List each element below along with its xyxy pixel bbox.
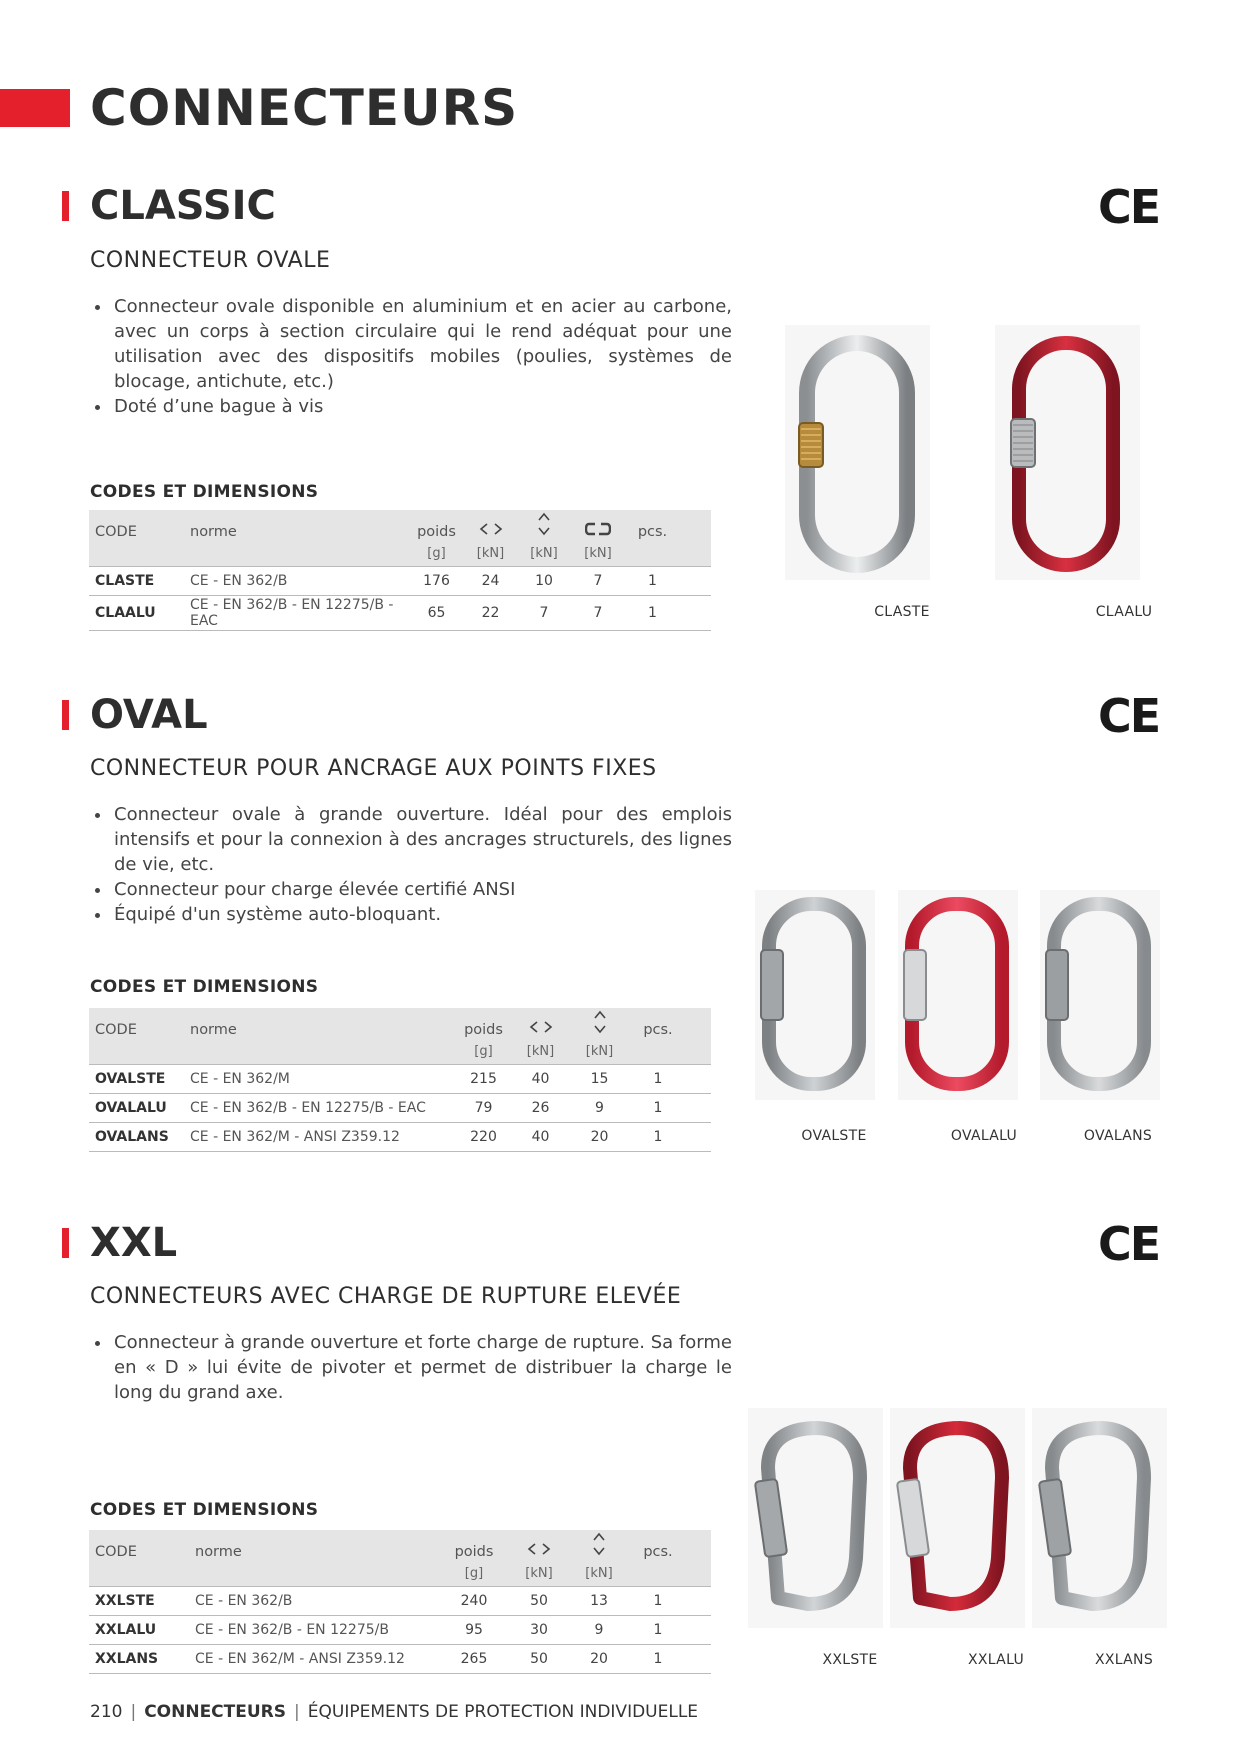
col-header-pcs: pcs.: [643, 1022, 673, 1038]
spec-table-classic: [89, 510, 711, 631]
cell-gate: 30: [509, 1616, 569, 1645]
cell-open: 7: [571, 596, 625, 631]
col-header-poids: poids: [417, 524, 456, 540]
product-label-ovalalu: OVALALU: [950, 1128, 1018, 1144]
col-header-pcs: pcs.: [637, 524, 668, 540]
cell-poids: 220: [456, 1123, 511, 1152]
unit-g: [g]: [409, 540, 464, 567]
cell-norme: CE - EN 362/B - EN 12275/B: [189, 1616, 439, 1645]
unit-kn: [kN]: [571, 540, 625, 567]
unit-g: [g]: [456, 1038, 511, 1065]
product-label-claste: CLASTE: [874, 604, 930, 620]
cell-gate: 50: [509, 1587, 569, 1616]
cell-major: 15: [570, 1065, 629, 1094]
col-header-code: CODE: [95, 524, 137, 540]
cell-major: 9: [570, 1094, 629, 1123]
cell-major: 9: [569, 1616, 629, 1645]
cell-poids: 265: [439, 1645, 509, 1674]
gate-opening-icon: [464, 510, 517, 540]
spec-table-oval: [89, 1008, 711, 1152]
cell-pcs: 1: [625, 596, 680, 631]
feature-item: • Doté d’une bague à vis: [112, 394, 732, 419]
cell-major: 7: [517, 596, 571, 631]
ce-mark-icon: CE: [1098, 689, 1160, 743]
cell-major: 13: [569, 1587, 629, 1616]
cell-gate: 22: [464, 596, 517, 631]
product-label-ovalste: OVALSTE: [801, 1128, 867, 1144]
col-header-norme: norme: [190, 1022, 237, 1038]
col-header-norme: norme: [195, 1544, 242, 1560]
page-title: CONNECTEURS: [90, 79, 519, 137]
table-row: [89, 596, 711, 631]
cell-pcs: 1: [625, 567, 680, 596]
page-footer: [90, 1702, 698, 1722]
feature-list-oval: [90, 802, 732, 927]
major-axis-strength-icon: [517, 510, 571, 540]
feature-item: • Connecteur ovale à grande ouverture. Idéal pour des emplois intensifs et pour la connexion à des ancrages structurels, des lignes de vie, etc.: [112, 802, 732, 877]
product-image-ovalste: [755, 890, 875, 1100]
product-label-xxlste: XXLSTE: [822, 1652, 878, 1668]
cell-gate: 24: [464, 567, 517, 596]
cell-gate: 26: [511, 1094, 570, 1123]
table-row: [89, 1065, 711, 1094]
product-image-claste: [785, 325, 930, 580]
cell-gate: 40: [511, 1123, 570, 1152]
section-subtitle-oval: CONNECTEUR POUR ANCRAGE AUX POINTS FIXES: [90, 756, 657, 781]
unit-kn: [kN]: [569, 1560, 629, 1587]
cell-norme: CE - EN 362/M - ANSI Z359.12: [189, 1645, 439, 1674]
product-image-xxlste: [748, 1408, 883, 1628]
section-subtitle-classic: CONNECTEUR OVALE: [90, 248, 331, 273]
codes-title: CODES ET DIMENSIONS: [90, 1500, 319, 1520]
section-title-oval: OVAL: [90, 692, 208, 738]
cell-pcs: 1: [629, 1094, 687, 1123]
cell-pcs: 1: [629, 1587, 687, 1616]
feature-item: • Équipé d'un système auto-bloquant.: [112, 902, 732, 927]
cell-code: XXLALU: [89, 1616, 189, 1645]
major-axis-strength-icon: [570, 1008, 629, 1038]
cell-gate: 40: [511, 1065, 570, 1094]
codes-title: CODES ET DIMENSIONS: [90, 482, 319, 502]
codes-title: CODES ET DIMENSIONS: [90, 977, 319, 997]
spec-table-xxl: [89, 1530, 711, 1674]
feature-list-classic: [90, 294, 732, 419]
gate-opening-icon: [511, 1008, 570, 1038]
product-image-xxlalu: [890, 1408, 1025, 1628]
cell-norme: CE - EN 362/B: [184, 567, 409, 596]
cell-poids: 79: [456, 1094, 511, 1123]
footer-separator: |: [294, 1702, 300, 1722]
cell-poids: 215: [456, 1065, 511, 1094]
product-image-claalu: [995, 325, 1140, 580]
table-row: [89, 1587, 711, 1616]
cell-pcs: 1: [629, 1645, 687, 1674]
cell-norme: CE - EN 362/B - EN 12275/B - EAC: [184, 596, 409, 631]
cell-code: OVALANS: [89, 1123, 184, 1152]
cell-pcs: 1: [629, 1123, 687, 1152]
cell-code: XXLSTE: [89, 1587, 189, 1616]
ce-mark-icon: CE: [1098, 180, 1160, 234]
product-image-ovalans: [1040, 890, 1160, 1100]
section-subtitle-xxl: CONNECTEURS AVEC CHARGE DE RUPTURE ELEVÉE: [90, 1284, 682, 1309]
gate-open-strength-icon: [571, 510, 625, 540]
section-accent-bar: [62, 1228, 69, 1258]
section-title-xxl: XXL: [90, 1220, 178, 1266]
feature-item: • Connecteur pour charge élevée certifié ANSI: [112, 877, 732, 902]
footer-category: ÉQUIPEMENTS DE PROTECTION INDIVIDUELLE: [307, 1702, 699, 1722]
cell-norme: CE - EN 362/B - EN 12275/B - EAC: [184, 1094, 456, 1123]
col-header-pcs: pcs.: [643, 1544, 673, 1560]
unit-kn: [kN]: [511, 1038, 570, 1065]
col-header-norme: norme: [190, 524, 237, 540]
product-image-xxlans: [1032, 1408, 1167, 1628]
cell-open: 7: [571, 567, 625, 596]
cell-poids: 240: [439, 1587, 509, 1616]
product-label-xxlalu: XXLALU: [967, 1652, 1025, 1668]
feature-list-xxl: [90, 1330, 732, 1405]
table-row: [89, 567, 711, 596]
col-header-poids: poids: [454, 1544, 494, 1560]
unit-kn: [kN]: [509, 1560, 569, 1587]
page-number: 210: [90, 1702, 123, 1722]
table-row: [89, 1123, 711, 1152]
col-header-poids: poids: [464, 1022, 503, 1038]
cell-poids: 65: [409, 596, 464, 631]
cell-code: CLAALU: [89, 596, 184, 631]
gate-opening-icon: [509, 1530, 569, 1560]
unit-kn: [kN]: [570, 1038, 629, 1065]
col-header-code: CODE: [95, 1022, 137, 1038]
table-row: [89, 1645, 711, 1674]
section-title-classic: CLASSIC: [90, 183, 276, 229]
cell-norme: CE - EN 362/M: [184, 1065, 456, 1094]
cell-norme: CE - EN 362/M - ANSI Z359.12: [184, 1123, 456, 1152]
section-accent-bar: [62, 700, 69, 730]
cell-code: XXLANS: [89, 1645, 189, 1674]
unit-g: [g]: [439, 1560, 509, 1587]
cell-major: 20: [570, 1123, 629, 1152]
footer-section: CONNECTEURS: [144, 1702, 287, 1722]
cell-code: OVALALU: [89, 1094, 184, 1123]
cell-code: OVALSTE: [89, 1065, 184, 1094]
cell-pcs: 1: [629, 1065, 687, 1094]
feature-item: • Connecteur ovale disponible en aluminium et en acier au carbone, avec un corps à section circulaire qui le rend adéquat pour une utilisation avec des dispositifs mobiles (poulies, systèmes de blocage, antichute, etc.): [112, 294, 732, 394]
table-row: [89, 1616, 711, 1645]
col-header-code: CODE: [95, 1544, 137, 1560]
cell-norme: CE - EN 362/B: [189, 1587, 439, 1616]
cell-major: 20: [569, 1645, 629, 1674]
cell-gate: 50: [509, 1645, 569, 1674]
major-axis-strength-icon: [569, 1530, 629, 1560]
product-label-claalu: CLAALU: [1095, 604, 1153, 620]
section-accent-bar: [62, 191, 69, 221]
product-image-ovalalu: [898, 890, 1018, 1100]
product-label-xxlans: XXLANS: [1094, 1652, 1154, 1668]
unit-kn: [kN]: [517, 540, 571, 567]
table-row: [89, 1094, 711, 1123]
header-accent-bar: [0, 89, 70, 127]
product-label-ovalans: OVALANS: [1083, 1128, 1153, 1144]
cell-code: CLASTE: [89, 567, 184, 596]
unit-kn: [kN]: [464, 540, 517, 567]
cell-poids: 176: [409, 567, 464, 596]
cell-poids: 95: [439, 1616, 509, 1645]
cell-major: 10: [517, 567, 571, 596]
cell-pcs: 1: [629, 1616, 687, 1645]
footer-separator: |: [130, 1702, 137, 1722]
ce-mark-icon: CE: [1098, 1217, 1160, 1271]
feature-item: • Connecteur à grande ouverture et forte charge de rupture. Sa forme en « D » lui évite de pivoter et permet de distribuer la charge le long du grand axe.: [112, 1330, 732, 1405]
